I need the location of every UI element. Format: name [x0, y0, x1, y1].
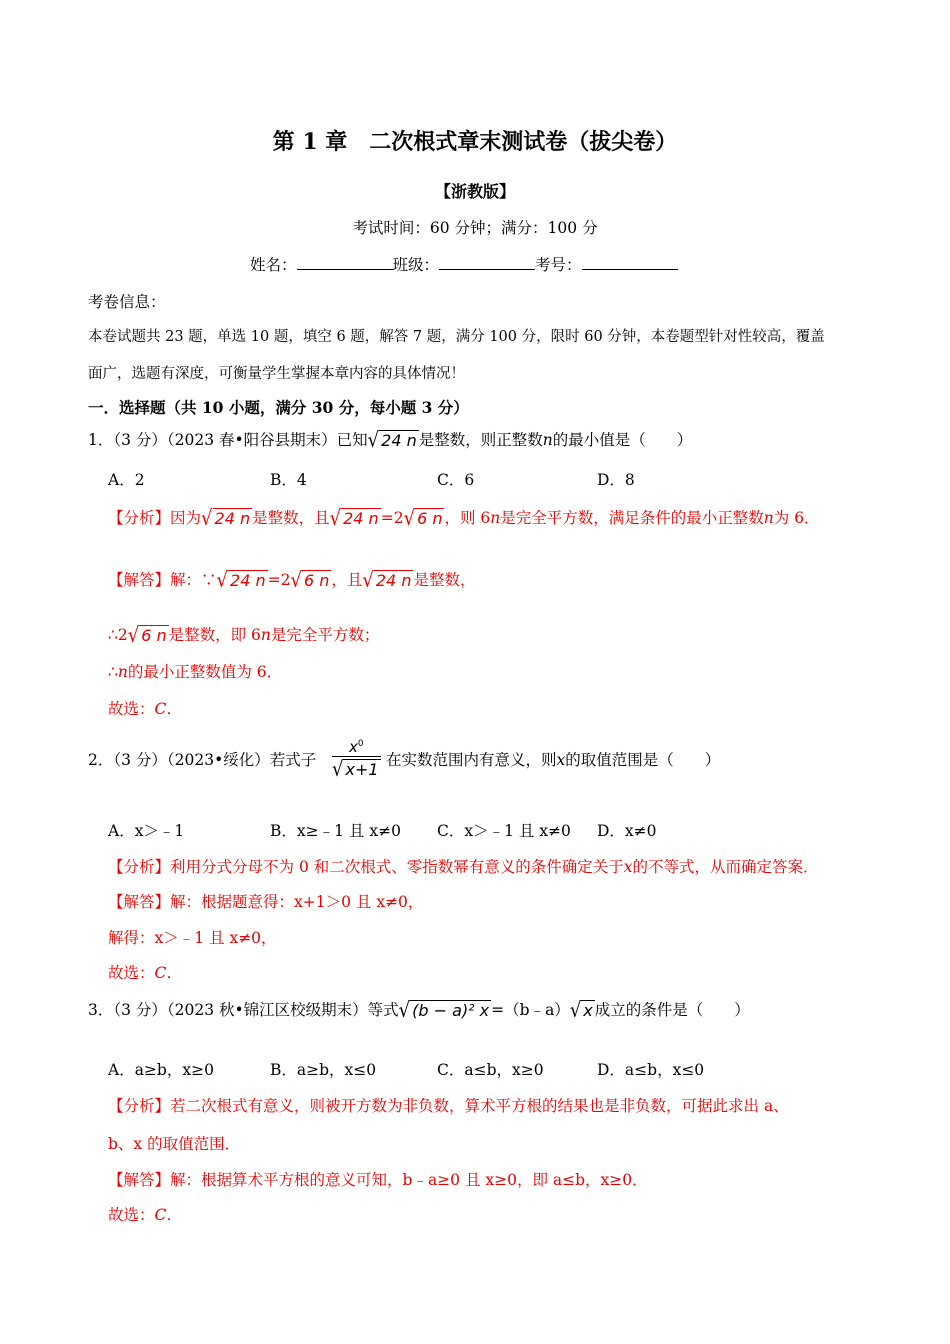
q1-option-a: A．2: [108, 471, 145, 489]
info-line-1: 本卷试题共 23 题，单选 10 题，填空 6 题，解答 7 题，满分 100 分，限时 60 分钟，本卷题型针对性较高，覆盖: [88, 329, 825, 345]
student-info-row: [250, 255, 678, 275]
info-label: 考卷信息：: [88, 293, 166, 311]
q2-option-b: B．x≥﹣1 且 x≠0: [270, 822, 401, 840]
info-line-2: 面广，选题有深度，可衡量学生掌握本章内容的具体情况！: [88, 366, 465, 382]
q3-choice: 故选：C．: [108, 1206, 182, 1224]
q2-option-c: C．x＞﹣1 且 x≠0: [437, 822, 571, 840]
question-2-stem-rest: 在实数范围内有意义，则x的取值范围是（ ）: [386, 751, 721, 769]
q2-option-d: D．x≠0: [597, 822, 657, 840]
exam-time: 考试时间：60 分钟；满分：100 分: [352, 219, 598, 237]
q3-analysis-line-2: b、x 的取值范围．: [108, 1135, 241, 1153]
q1-choice: 故选：C．: [108, 700, 182, 718]
q1-option-b: B．4: [270, 471, 307, 489]
class-field[interactable]: [439, 255, 535, 270]
q1-answer-line-2: ∴2√ 6 n 是整数，即 6n是完全平方数；: [108, 623, 380, 648]
section-heading: 一．选择题（共 10 小题，满分 30 分，每小题 3 分）: [88, 398, 469, 417]
question-2-stem: 2．（3 分）（2023•绥化）若式子: [88, 751, 317, 769]
question-1-stem: 1．（3 分）（2023 春•阳谷县期末）已知√ 24 n 是整数，则正整数n的最小值是（ ）: [88, 428, 693, 453]
q1-analysis: 【分析】因为√ 24 n 是整数，且√ 24 n =2√ 6 n ，则 6n是完全平方数，满足条件的最小正整数n为 6．: [108, 506, 820, 531]
q1-answer: 【解答】解：∵√ 24 n =2√ 6 n ，且√ 24 n 是整数，: [108, 568, 476, 593]
q3-option-c: C．a≤b，x≥0: [437, 1061, 544, 1079]
radical-expression: √ (b − a)² x: [398, 998, 490, 1023]
q1-answer-line-3: ∴n的最小正整数值为 6．: [108, 663, 283, 681]
q2-answer-line-2: 解得：x＞﹣1 且 x≠0，: [108, 929, 277, 947]
q2-fraction: $\frac{x^0}{√ x+1}$: [332, 738, 379, 782]
number-field[interactable]: [582, 255, 678, 270]
q2-analysis: 【分析】利用分式分母不为 0 和二次根式、零指数幂有意义的条件确定关于x的不等式，从而确定答案．: [108, 858, 819, 876]
q3-option-b: B．a≥b，x≤0: [270, 1061, 377, 1079]
class-label: 班级：: [392, 256, 440, 274]
name-label: 姓名：: [250, 256, 297, 274]
q3-option-d: D．a≤b，x≤0: [597, 1061, 705, 1079]
q1-option-d: D．8: [597, 471, 635, 489]
q2-option-a: A．x＞﹣1: [108, 822, 185, 840]
number-label: 考号：: [535, 256, 582, 274]
edition-label: 【浙教版】: [434, 182, 515, 201]
page-title: 第 1 章 二次根式章末测试卷（拔尖卷）: [272, 129, 678, 155]
name-field[interactable]: [297, 255, 393, 270]
q3-analysis: 【分析】若二次根式有意义，则被开方数为非负数，算术平方根的结果也是非负数，可据此求出 a、: [108, 1097, 789, 1115]
q3-answer: 【解答】解：根据算术平方根的意义可知，b﹣a≥0 且 x≥0，即 a≤b，x≥0．: [108, 1171, 648, 1189]
q2-choice: 故选：C．: [108, 964, 182, 982]
q2-answer: 【解答】解：根据题意得：x+1＞0 且 x≠0，: [108, 893, 424, 911]
q3-option-a: A．a≥b，x≥0: [108, 1061, 214, 1079]
radical-24n: √ 24 n: [367, 428, 417, 453]
question-3-stem: 3．（3 分）（2023 秋•锦江区校级期末）等式√ (b − a)² x =（b﹣a）√ x 成立的条件是（ ）: [88, 998, 750, 1023]
q1-option-c: C．6: [437, 471, 475, 489]
